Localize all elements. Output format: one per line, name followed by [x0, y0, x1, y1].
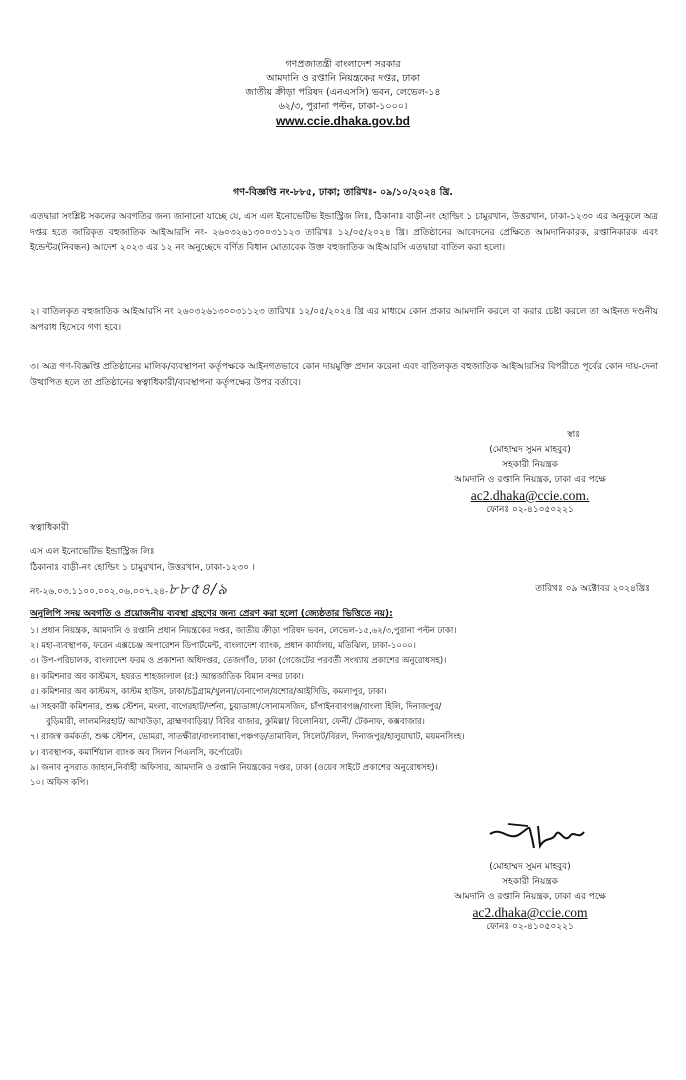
- handwritten-signature: [488, 820, 588, 854]
- notice-number: গণ-বিজ্ঞপ্তি নং-৮৮৫, ঢাকা; তারিখঃ- ০৯/১০/২০২৪ খ্রি.: [233, 187, 453, 198]
- signatory-title: সহকারী নিয়ন্ত্রক: [502, 460, 558, 470]
- recipient-label: স্বত্বাধিকারী: [30, 523, 69, 533]
- recipient-address: ঠিকানাঃ বাড়ী-নং হোল্ডিং ১ চামুরখান, উত্তরখান, ঢাকা-১২৩০ ।: [30, 563, 256, 573]
- signatory-title: সহকারী নিয়ন্ত্রক: [502, 877, 558, 887]
- body-paragraph-3: ৩। অত্র গণ-বিজ্ঞপ্তি প্রতিষ্ঠানের মালিক/ব্যবস্থাপনা কর্তৃপক্ষকে আইনগতভাবে কোন দায়মুক্তি প্রদান করেনা এবং বাতিলকৃত বহুজাতিক আইআরসির বিপরীতে পূর্বের কোন দায়-দেনা উত্থাপিত হলে তা প্রতিষ্ঠানের স্বত্বাধিকারী/ব্যবস্থাপনা কর্তৃপক্ষের উপর বর্তাবে।: [30, 362, 658, 388]
- letterhead: [0, 58, 686, 128]
- recipient-block: [30, 520, 530, 576]
- cc-list-item: ২। মহা-ব্যবস্থাপক, ফরেন এক্সচেঞ্জ অপারেশন ডিপার্টমেন্ট, বাংলাদেশ ব্যাংক, প্রধান কার্যালয়, মতিঝিল, ঢাকা-১০০০।: [30, 641, 416, 652]
- cc-list-item: ৬। সহকারী কমিশনার, শুল্ক স্টেশন, মংলা, বাগেরহাট/দর্শনা, চুয়াডাঙ্গা/সোনামসজিদ, চাঁপাইনবাবগঞ্জ/বাংলা হিলি, দিনাজপুর/: [30, 702, 442, 713]
- office-address: ৬২/৩, পুরানা পল্টন, ঢাকা-১০০০।: [278, 101, 408, 112]
- signatory-email[interactable]: ac2.dhaka@ccie.com.: [470, 488, 590, 503]
- signatory-phone: ফোনঃ ০২-৪১০৫০২২১: [486, 922, 574, 932]
- signatory-name: (মোহাম্মদ সুমন মাহবুব): [489, 862, 571, 872]
- memo-number: নং-২৬.০৩.১১০০.০০২.০৬.০০৭.২৪-: [30, 587, 169, 597]
- signatory-phone: ফোনঃ ০২-৪১০৫০২২১: [486, 505, 574, 515]
- cc-list-item: ৫। কমিশনার অব কাস্টমস, কাস্টম হাউস, ঢাকা/চট্টগ্রাম/খুলনা/বেনাপোল/যশোর/আইসিডি, কমলাপুর, ঢাকা।: [30, 686, 387, 697]
- reference-line: [30, 578, 670, 600]
- cc-list-item: ৪। কমিশনার অব কাস্টমস, হযরত শাহজালাল (র:) আন্তর্জাতিক বিমান বন্দর ঢাকা।: [30, 671, 304, 682]
- government-name: গণপ্রজাতন্ত্রী বাংলাদেশ সরকার: [285, 59, 401, 70]
- signatory-office: আমদানি ও রপ্তানি নিয়ন্ত্রক, ঢাকা এর পক্ষে: [454, 475, 606, 485]
- memo-date: তারিখঃ ০৯ অক্টোবর ২০২৪খ্রিঃ: [535, 584, 650, 594]
- signatory-email[interactable]: ac2.dhaka@ccie.com: [472, 905, 588, 920]
- cc-list-item: ৮। ব্যবস্থাপক, কমার্শিয়াল ব্যাংক অব সিলন পিএলসি, কর্পোরেট।: [30, 747, 243, 758]
- office-website-link[interactable]: www.ccie.dhaka.gov.bd: [275, 114, 411, 128]
- cc-list-item: ১০। অফিস কপি।: [30, 778, 89, 789]
- cc-list-item: ৯। জনাব নুসরাত জাহান,নির্বাহী অফিসার, আমদানি ও রপ্তানি নিয়ন্ত্রকের দপ্তর, ঢাকা (ওয়েব সাইটে প্রকাশের অনুরোধসহ)।: [30, 762, 438, 773]
- signature-block-2: [420, 860, 640, 935]
- signatory-office: আমদানি ও রপ্তানি নিয়ন্ত্রক, ঢাকা এর পক্ষে: [454, 892, 606, 902]
- signatory-name: (মোহাম্মদ সুমন মাহবুব): [489, 445, 571, 455]
- cc-list-item: বুড়িমারী, লালমনিরহাট/ আখাউড়া, ব্রাহ্মণবাড়িয়া/ বিবির বাজার, কুমিল্লা/ বিলোনিয়া, ফেনী/ টেকনাফ, কক্সবাজার।: [46, 717, 425, 728]
- signature-label: স্বাঃ: [567, 430, 580, 440]
- body-paragraph-1: এতদ্বারা সংশ্লিষ্ট সকলের অবগতির জন্য জানানো যাচ্ছে যে, এস এল ইনোভেটিভ ইন্ডাস্ট্রিজ লিঃ, ঠিকানাঃ বাড়ী-নং হোল্ডিং ১ চামুরখান, উত্তরখান, ঢাকা-১২৩০ এর অনুকূলে অত্র দপ্তর হতে জারিকৃত বহুজাতিক আইআরসি নং- ২৬০৩২৬১৩০০৩১১২৩ তারিখঃ ১২/০৫/২০২৪ খ্রি। প্রতিষ্ঠানের আবেদনের প্রেক্ষিতে আমদানিকারক, রপ্তানিকারক এবং ইন্ডেন্টর(নিবন্ধন) আদেশ ২০২৩ এর ১২ নং অনুচ্ছেদে বর্ণিত বিধান মোতাবেক উক্ত বহুজাতিক আইআরসি এতদ্বারা বাতিল করা হলো।: [30, 212, 658, 253]
- body-paragraph-2: ২। বাতিলকৃত বহুজাতিক আইআরসি নং ২৬০৩২৬১৩০০৩১১২৩ তারিখঃ ১২/০৫/২০২৪ খ্রি এর মাধ্যমে কোন প্রকার আমদানি করলে বা করার চেষ্টা করলে তা আইনত দণ্ডনীয় অপরাধ হিসেবে গণ্য হবে।: [30, 307, 658, 333]
- cc-list-item: ১। প্রধান নিয়ন্ত্রক, আমদানি ও রপ্তানি প্রধান নিয়ন্ত্রকের দপ্তর, জাতীয় ক্রীড়া পরিষদ ভবন, লেভেল-১৫,৬২/৩,পুরানা পল্টন ঢাকা।: [30, 626, 457, 636]
- cc-list-item: ৭। রাজস্ব কর্মকর্তা, শুল্ক স্টেশন, ভোমরা, সাতক্ষীরা/বাংলাবান্ধা,পঞ্চগড়/তামাবিল, সিলেট/বিরল, দিনাজপুর/হালুয়াঘাট, ময়মনসিংহ।: [30, 732, 465, 743]
- cc-list-item: ৩। উপ-পরিচালক, বাংলাদেশ ফরম ও প্রকাশনা অধিদপ্তর, তেজগাঁও, ঢাকা (গেজেটের পরবর্তী সংখ্যায় প্রকাশের অনুরোধসহ)।: [30, 656, 447, 667]
- recipient-company: এস এল ইনোভেটিভ ইন্ডাস্ট্রিজ লিঃ: [30, 547, 155, 557]
- office-name: আমদানি ও রপ্তানি নিয়ন্ত্রকের দপ্তর, ঢাকা: [266, 73, 420, 84]
- signature-block-1: [420, 428, 640, 518]
- copy-distribution-title: অনুলিপি সদয় অবগতি ও প্রয়োজনীয় ব্যবস্থা গ্রহণের জন্য প্রেরণ করা হলো (জ্যেষ্ঠতার ভিত্তিতে নয়):: [30, 609, 393, 619]
- handwritten-memo-number: ৮৮৫৪/৯: [168, 580, 228, 598]
- office-building: জাতীয় ক্রীড়া পরিষদ (এনএসসি) ভবন, লেভেল-১৪: [245, 87, 441, 98]
- copy-distribution-list: [30, 624, 670, 791]
